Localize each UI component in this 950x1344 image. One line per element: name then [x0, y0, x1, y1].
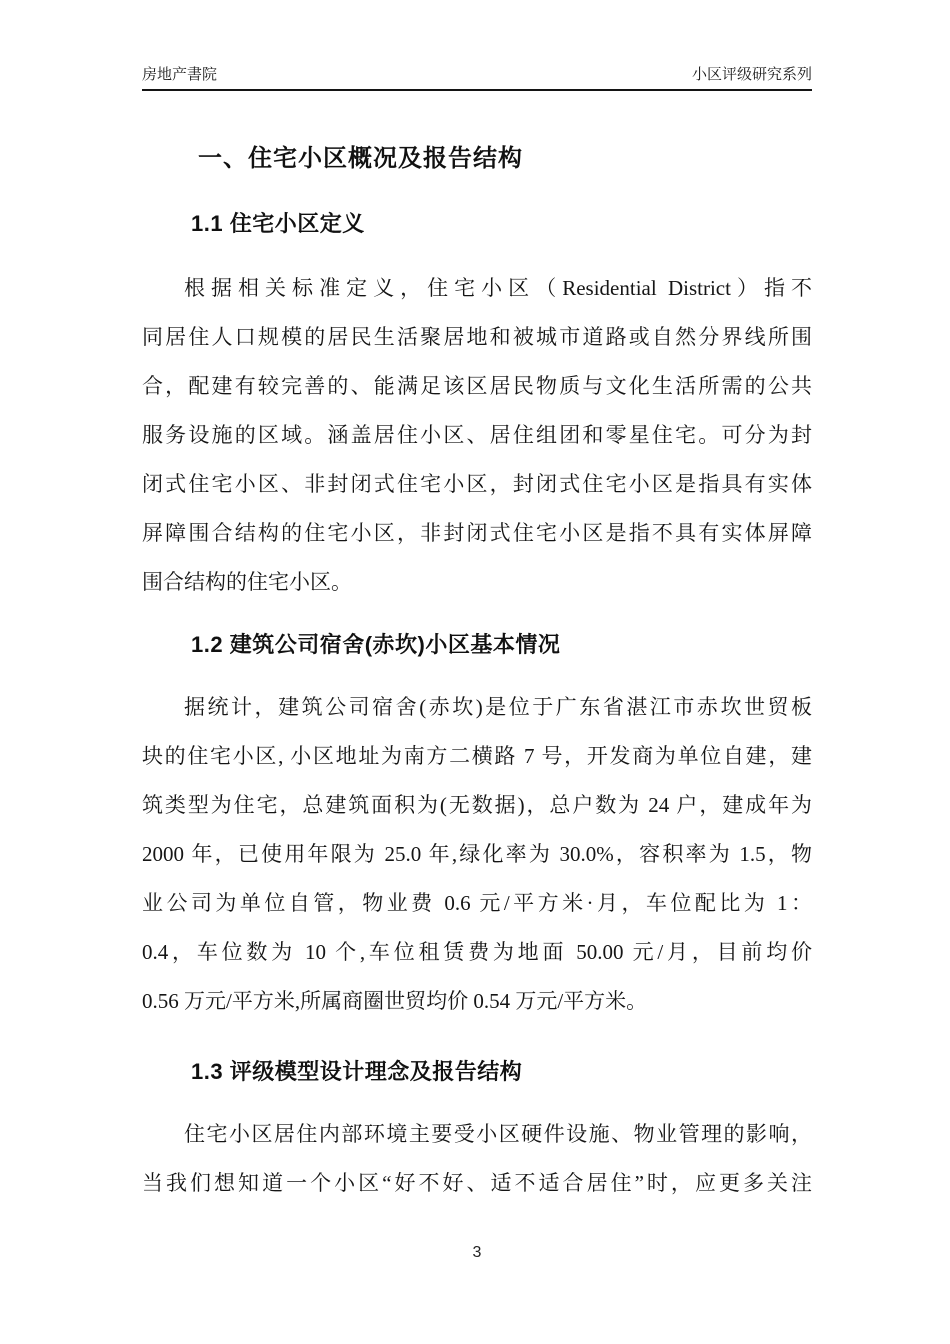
- header-left-text: 房地产書院: [142, 66, 218, 83]
- paragraph-line: 围合结构的住宅小区。: [142, 570, 352, 594]
- paragraph-line: 当我们想知道一个小区“好不好、适不适合居住”时，应更多关注: [142, 1171, 812, 1195]
- page-footer: [142, 1244, 812, 1262]
- document-content: [142, 0, 812, 1344]
- section-heading-1-2: 1.2 建筑公司宿舍(赤坎)小区基本情况: [191, 632, 561, 657]
- paragraph-1-3: [142, 1110, 812, 1208]
- paragraph-line: 块的住宅小区, 小区地址为南方二横路 7 号，开发商为单位自建，建: [142, 744, 812, 768]
- section-heading-1-3: 1.3 评级模型设计理念及报告结构: [191, 1059, 523, 1084]
- paragraph-line: 屏障围合结构的住宅小区，非封闭式住宅小区是指不具有实体屏障: [142, 521, 812, 545]
- paragraph-line: 合，配建有较完善的、能满足该区居民物质与文化生活所需的公共: [142, 374, 812, 398]
- paragraph-1-1: [142, 264, 812, 607]
- page-number: 3: [472, 1244, 482, 1261]
- paragraph-line: 住宅小区居住内部环境主要受小区硬件设施、物业管理的影响，: [184, 1122, 812, 1146]
- document-title: 一、住宅小区概况及报告结构: [198, 145, 523, 172]
- paragraph-line: 闭式住宅小区、非封闭式住宅小区，封闭式住宅小区是指具有实体: [142, 472, 812, 496]
- paragraph-line: 0.56 万元/平方米,所属商圈世贸均价 0.54 万元/平方米。: [142, 989, 648, 1013]
- paragraph-line: 2000 年，已使用年限为 25.0 年,绿化率为 30.0%，容积率为 1.5，物: [142, 842, 812, 866]
- paragraph-line: 据统计，建筑公司宿舍(赤坎)是位于广东省湛江市赤坎世贸板: [184, 695, 812, 719]
- header-right-text: 小区评级研究系列: [691, 66, 812, 83]
- paragraph-line: 0.4，车位数为 10 个,车位租赁费为地面 50.00 元/月，目前均价: [142, 940, 812, 964]
- paragraph-1-2: [142, 683, 812, 1026]
- paragraph-line: 筑类型为住宅，总建筑面积为(无数据)，总户数为 24 户，建成年为: [142, 793, 812, 817]
- paragraph-line: 服务设施的区域。涵盖居住小区、居住组团和零星住宅。可分为封: [142, 423, 812, 447]
- paragraph-line: 根据相关标准定义，住宅小区（Residential District）指不: [184, 276, 812, 300]
- section-heading-1-1: 1.1 住宅小区定义: [191, 211, 365, 236]
- paragraph-line: 同居住人口规模的居民生活聚居地和被城市道路或自然分界线所围: [142, 325, 812, 349]
- paragraph-line: 业公司为单位自管，物业费 0.6 元/平方米·月，车位配比为 1：: [142, 891, 812, 915]
